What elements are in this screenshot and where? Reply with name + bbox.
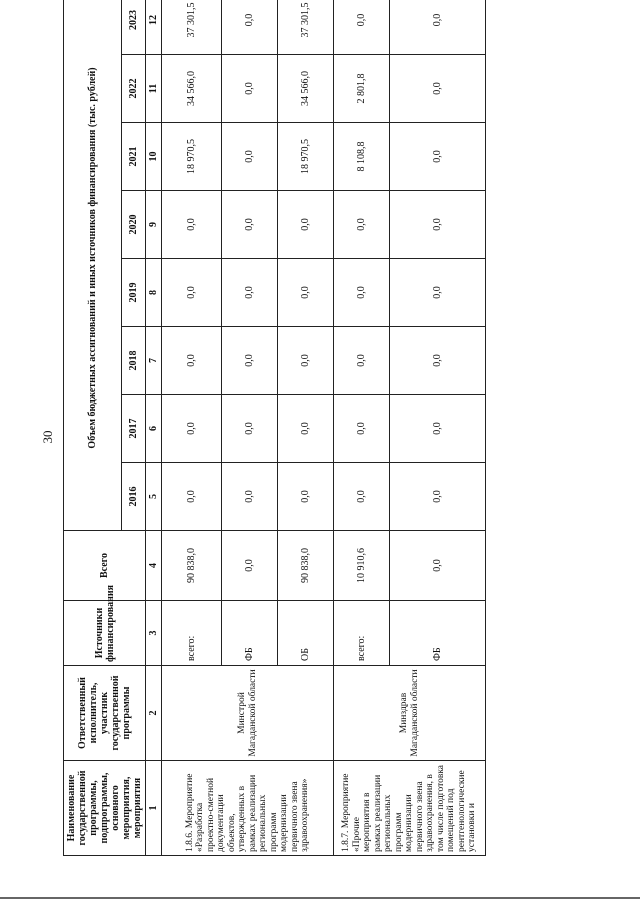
- total-value: 90 838,0: [278, 531, 334, 601]
- total-value: 0,0: [222, 531, 278, 601]
- year-value: 0,0: [390, 327, 486, 395]
- year-value: 0,0: [162, 259, 222, 327]
- column-number: 6: [146, 395, 162, 463]
- source-label: ОБ: [278, 601, 334, 666]
- year-value: 37 301,5: [278, 0, 334, 55]
- year-value: 0,0: [278, 327, 334, 395]
- source-label: всего:: [334, 601, 390, 666]
- header-row-1: [64, 0, 122, 856]
- column-number: 4: [146, 531, 162, 601]
- year-value: 0,0: [390, 55, 486, 123]
- column-number: 10: [146, 123, 162, 191]
- year-value: 0,0: [278, 463, 334, 531]
- column-number: 2: [146, 666, 162, 761]
- year-value: 0,0: [390, 463, 486, 531]
- year-value: 0,0: [222, 327, 278, 395]
- year-value: 37 301,5: [162, 0, 222, 55]
- header-year: 2022: [122, 55, 146, 123]
- header-year: 2016: [122, 463, 146, 531]
- header-total: Всего: [64, 531, 146, 601]
- year-value: 0,0: [162, 191, 222, 259]
- source-label: всего:: [162, 601, 222, 666]
- year-value: 0,0: [278, 395, 334, 463]
- executor-name: Минздрав Магаданской области: [334, 666, 486, 761]
- year-value: 0,0: [162, 327, 222, 395]
- rotated-table-container: [63, 2, 603, 856]
- column-number: 8: [146, 259, 162, 327]
- bottom-rule: [0, 897, 640, 899]
- header-year: 2017: [122, 395, 146, 463]
- total-value: 90 838,0: [162, 531, 222, 601]
- header-name: Наименование государственной программы, подпрограммы, основного мероприятия, мероприятия: [64, 761, 146, 856]
- source-label: ФБ: [390, 601, 486, 666]
- year-value: 2 801,8: [334, 55, 390, 123]
- year-value: 0,0: [334, 191, 390, 259]
- year-value: 8 108,8: [334, 123, 390, 191]
- measure-name: 1.8.6. Мероприятие «Разработка проектно-сметной документации объектов, утвержденных в рамках реализации региональных программ модернизации первичного звена здравоохранения»: [162, 761, 334, 856]
- year-value: 18 970,5: [278, 123, 334, 191]
- year-value: 0,0: [334, 327, 390, 395]
- year-value: 0,0: [278, 259, 334, 327]
- year-value: 18 970,5: [162, 123, 222, 191]
- year-value: 0,0: [222, 55, 278, 123]
- column-number: 1: [146, 761, 162, 856]
- header-year: 2020: [122, 191, 146, 259]
- year-value: 0,0: [390, 0, 486, 55]
- year-value: 0,0: [222, 463, 278, 531]
- header-sources: Источники финансирования: [64, 601, 146, 666]
- header-year: 2021: [122, 123, 146, 191]
- year-value: 0,0: [390, 123, 486, 191]
- year-value: 0,0: [222, 191, 278, 259]
- measure-name: 1.8.7. Мероприятие «Прочие мероприятия в рамках реализации региональных программ модернизации первичного звена здравоохранения, в том числе подготовка помещений под рентгенологические установки и: [334, 761, 486, 856]
- header-volume: Объем бюджетных ассигнований и иных источников финансирования (тыс. рублей): [64, 0, 122, 531]
- year-value: 0,0: [334, 0, 390, 55]
- year-value: 0,0: [390, 395, 486, 463]
- year-value: 0,0: [222, 0, 278, 55]
- page-number: 30: [40, 430, 55, 444]
- column-number: 12: [146, 0, 162, 55]
- executor-name: Минстрой Магаданской области: [162, 666, 334, 761]
- year-value: 34 566,0: [162, 55, 222, 123]
- year-value: 0,0: [222, 395, 278, 463]
- year-value: 0,0: [334, 395, 390, 463]
- column-number: 7: [146, 327, 162, 395]
- year-value: 34 566,0: [278, 55, 334, 123]
- column-number: 9: [146, 191, 162, 259]
- total-value: 10 910,6: [334, 531, 390, 601]
- source-label: ФБ: [222, 601, 278, 666]
- table-row: [334, 0, 390, 856]
- table-row: [162, 0, 222, 856]
- year-value: 0,0: [334, 463, 390, 531]
- year-value: 0,0: [222, 259, 278, 327]
- year-value: 0,0: [278, 191, 334, 259]
- year-value: 0,0: [162, 395, 222, 463]
- column-number: 3: [146, 601, 162, 666]
- total-value: 0,0: [390, 531, 486, 601]
- header-year: 2019: [122, 259, 146, 327]
- header-year: 2018: [122, 327, 146, 395]
- header-year: 2023: [122, 0, 146, 55]
- year-value: 0,0: [334, 259, 390, 327]
- year-value: 0,0: [222, 123, 278, 191]
- year-value: 0,0: [162, 463, 222, 531]
- column-number: 5: [146, 463, 162, 531]
- column-number: 11: [146, 55, 162, 123]
- header-executor: Ответственный исполнитель, участник государственной программы: [64, 666, 146, 761]
- year-value: 0,0: [390, 259, 486, 327]
- column-number-row: [146, 0, 162, 856]
- year-value: 0,0: [390, 191, 486, 259]
- financing-table: [63, 0, 486, 856]
